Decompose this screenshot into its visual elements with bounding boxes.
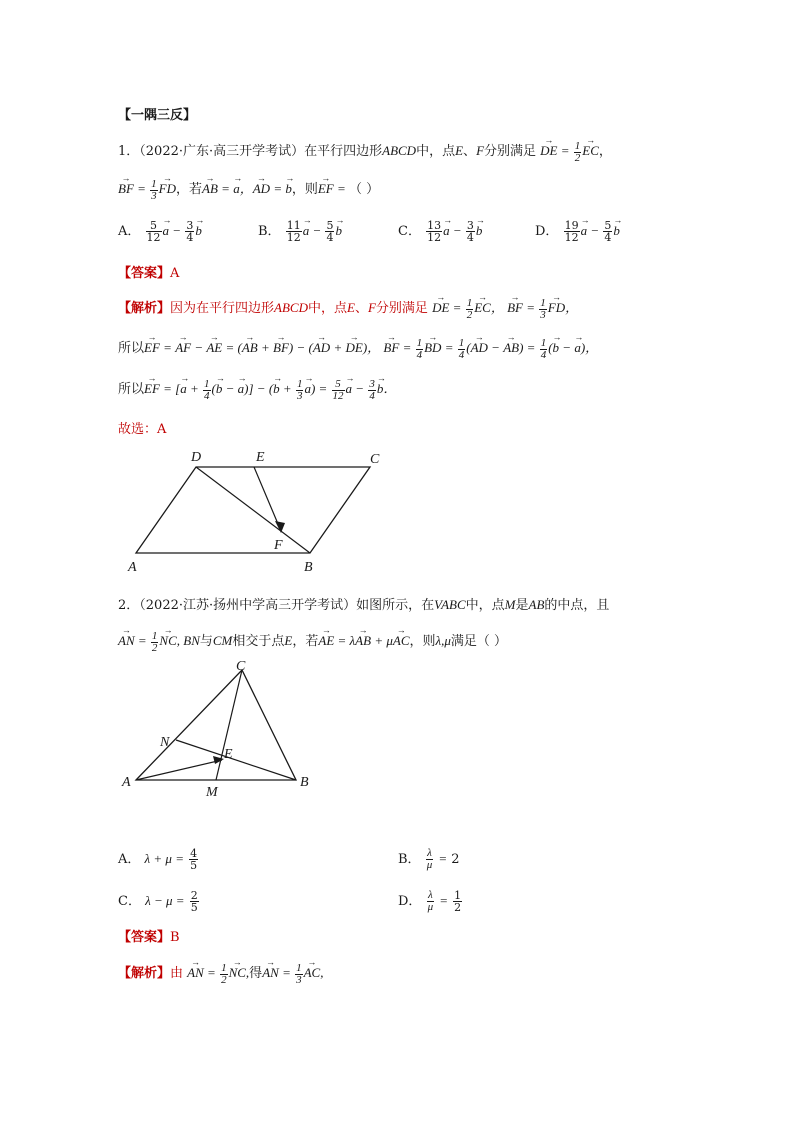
q1-so1: 所以 bbox=[118, 341, 145, 356]
q2-label-a: A bbox=[122, 775, 131, 790]
q2-analysis-intro: 由 bbox=[170, 966, 184, 981]
q1-option-b-label: B． bbox=[258, 224, 281, 239]
q2-lambda-mu: λ,μ bbox=[435, 633, 451, 648]
q1-option-a-label: A． bbox=[118, 224, 141, 239]
q2-line2-if: ，若 bbox=[292, 634, 319, 649]
q2-opt-d-num: 1 bbox=[454, 889, 462, 902]
q2-option-c-expr: λ − μ = bbox=[145, 893, 185, 908]
q1-option-c[interactable]: C． $\frac{13}{12}$ → a − $\frac{3}{4}$ → b bbox=[398, 220, 482, 243]
q1-stem-line2: → BF = $\frac{1}{3}$ → FD，若→ AB = → a，→ AD = → b，则→ EF = （ ） bbox=[118, 178, 379, 202]
q1-stem-text: 1．（2022·广东·高三开学考试）在平行四边形 bbox=[118, 144, 383, 159]
q1-analysis-sep: 、 bbox=[354, 301, 368, 316]
q2-option-a-expr: λ + μ = bbox=[144, 851, 184, 866]
q2-label-b: B bbox=[300, 775, 309, 790]
q1-stem-text-b: 中，点 bbox=[416, 144, 456, 159]
q1-label-c: C bbox=[370, 452, 380, 467]
q2-opt-c-den: 5 bbox=[190, 901, 198, 914]
q1-label-f: F bbox=[274, 538, 283, 553]
q1-opt-c-den1: 12 bbox=[427, 231, 442, 244]
q2-answer-value: B bbox=[170, 930, 180, 945]
q1-option-d-label: D． bbox=[535, 224, 559, 239]
q2-answer-label: 【答案】 bbox=[118, 930, 171, 945]
q1-opt-b-num2: 5 bbox=[326, 219, 334, 232]
q1-label-e: E bbox=[256, 450, 265, 465]
q1-analysis-line2: 所以→ EF = → AF − → AE = (→ AB + → BF) − (→ AD + → DE)， → BF = $\frac{1}{4}$ → BD = $\frac{1}{4}$ (→ AD − → AB) = $\frac{1}{4}$ (→ b − → a)， bbox=[118, 337, 598, 361]
q2-stem-text: 2．（2022·江苏·扬州中学高三开学考试）如图所示，在 bbox=[118, 598, 435, 613]
q2-option-b[interactable]: B． $\frac{\lambda}{\mu}$ = 2 bbox=[398, 847, 460, 871]
q2-analysis-label: 【解析】 bbox=[118, 966, 171, 981]
q2-satisfy: 满足（ ） bbox=[450, 634, 508, 649]
q1-opt-d-num1: 19 bbox=[564, 219, 579, 232]
q1-stem-text-c: 、 bbox=[463, 144, 477, 159]
q2-analysis-get: 得 bbox=[249, 966, 263, 981]
q1-stem-line1: 1．（2022·广东·高三开学考试）在平行四边形ABCD中，点E、F分别满足 → DE = $\frac{1}{2}$ → EC， bbox=[118, 140, 612, 164]
q1-opt-d-den1: 12 bbox=[564, 231, 579, 244]
q1-opt-a-den1: 12 bbox=[146, 231, 161, 244]
q2-option-a[interactable] bbox=[118, 848, 199, 871]
q2-opt-a-den: 5 bbox=[190, 859, 198, 872]
q1-choose: 故选：A bbox=[118, 422, 167, 437]
q2-option-b-label: B． bbox=[398, 852, 421, 867]
q1-parallelogram-figure bbox=[118, 445, 398, 580]
q2-analysis-line1: 【解析】由 → AN = $\frac{1}{2}$ → NC,得→ AN = $\frac{1}{3}$ → AC, bbox=[118, 962, 323, 986]
q2-line2-tail: ，则 bbox=[409, 634, 436, 649]
q2-option-c-label: C． bbox=[118, 894, 141, 909]
q1-option-c-label: C． bbox=[398, 224, 421, 239]
q2-option-d-label: D． bbox=[398, 894, 422, 909]
q2-label-c: C bbox=[236, 660, 246, 674]
q2-triangle: VABC bbox=[434, 597, 466, 612]
q1-bracket: （ ） bbox=[349, 182, 380, 197]
q2-stem-line2: → AN = $\frac{1}{2}$ → NC, BN与CM相交于点E，若→ AE = λ→ AB + μ→ AC，则λ,μ满足（ ） bbox=[118, 630, 507, 654]
q1-analysis-label: 【解析】 bbox=[118, 301, 171, 316]
q2-segment-ab: AB bbox=[528, 597, 545, 612]
q1-option-a[interactable]: A． $\frac{5}{12}$ → a − $\frac{3}{4}$ → b bbox=[118, 220, 202, 243]
q2-stem-text-d: 的中点，且 bbox=[544, 598, 610, 613]
q2-option-b-value: 2 bbox=[451, 852, 460, 867]
q2-label-e: E bbox=[224, 747, 233, 762]
q1-opt-b-den1: 12 bbox=[286, 231, 301, 244]
q1-stem-text-d: 分别满足 bbox=[484, 144, 537, 159]
q1-line2-tail: ，则 bbox=[291, 182, 318, 197]
q2-triangle-outline bbox=[136, 670, 296, 780]
q1-analysis-f: F bbox=[367, 300, 376, 315]
q2-arrowhead-e bbox=[213, 756, 224, 764]
q2-segment-nb bbox=[176, 740, 296, 780]
q1-analysis-mid: 中，点 bbox=[307, 301, 347, 316]
q1-option-b[interactable]: B． $\frac{11}{12}$ → a − $\frac{5}{4}$ → b bbox=[258, 220, 342, 243]
q1-analysis-mid2: 分别满足 bbox=[375, 301, 428, 316]
q2-answer bbox=[118, 926, 180, 945]
q1-answer-label: 【答案】 bbox=[118, 266, 171, 281]
q1-diagonal-db bbox=[196, 467, 310, 553]
q1-analysis-line1: 【解析】因为在平行四边形ABCD中，点E、F分别满足 → DE = $\frac{1}{2}$ → EC， → BF = $\frac{1}{3}$ → FD， bbox=[118, 297, 578, 321]
q1-analysis-e: E bbox=[347, 300, 355, 315]
q1-analysis-intro: 因为在平行四边形 bbox=[170, 301, 275, 316]
q1-answer bbox=[118, 262, 179, 281]
q2-line2-mid2: 相交于点 bbox=[232, 634, 285, 649]
q1-abcd: ABCD bbox=[382, 143, 417, 158]
q2-opt-d-den: 2 bbox=[454, 901, 462, 914]
q1-so2: 所以 bbox=[118, 382, 145, 397]
q1-analysis-abcd: ABCD bbox=[274, 300, 308, 315]
q1-opt-c-num1: 13 bbox=[427, 219, 442, 232]
q2-option-b-expr: = bbox=[438, 851, 448, 866]
q2-opt-c-num: 2 bbox=[190, 889, 198, 902]
q1-point-e: E bbox=[455, 143, 464, 158]
q1-analysis-line3: 所以→ EF = [→ a + $\frac{1}{4}$ (→ b − → a)] − (→ b + $\frac{1}{3}$ → a) = $\frac{5}{12}$ → a − $\frac{3}{4}$ → b． bbox=[118, 378, 396, 402]
q1-point-f: F bbox=[476, 143, 485, 158]
q2-stem-text-c: 是 bbox=[515, 598, 529, 613]
q1-opt-b-den2: 4 bbox=[326, 231, 334, 244]
q2-stem-text-b: 中，点 bbox=[465, 598, 505, 613]
q2-option-c[interactable] bbox=[118, 890, 200, 913]
q1-opt-a-num1: 5 bbox=[146, 220, 162, 232]
q2-segment-cm bbox=[216, 670, 242, 780]
q1-opt-c-den2: 4 bbox=[466, 231, 474, 244]
q2-label-n: N bbox=[160, 735, 170, 750]
q2-point-m: M bbox=[504, 597, 516, 612]
q2-option-d[interactable]: D． $\frac{\lambda}{\mu}$ = $\frac{1}{2}$ bbox=[398, 889, 462, 914]
q1-opt-a-num2: 3 bbox=[186, 219, 194, 232]
q1-vec-de: → DE = $\frac{1}{2}$ → EC bbox=[540, 143, 599, 158]
q2-option-a-label: A． bbox=[118, 852, 141, 867]
q1-label-a: A bbox=[128, 560, 137, 575]
q1-opt-c-num2: 3 bbox=[466, 219, 474, 232]
q1-opt-d-num2: 5 bbox=[604, 219, 612, 232]
q2-line2-mid: 与 bbox=[199, 634, 213, 649]
q1-opt-d-den2: 4 bbox=[604, 231, 612, 244]
section-title: 【一隅三反】 bbox=[118, 108, 197, 123]
q2-opt-a-num: 4 bbox=[190, 847, 198, 860]
q2-triangle-figure bbox=[118, 660, 328, 800]
q1-option-d[interactable]: D． $\frac{19}{12}$ → a − $\frac{5}{4}$ → b bbox=[535, 220, 620, 243]
q1-label-d: D bbox=[191, 450, 202, 465]
q1-label-b: B bbox=[304, 560, 313, 575]
q2-stem-line1 bbox=[118, 594, 609, 613]
q2-vector-ae bbox=[136, 760, 222, 780]
q2-option-d-expr: = bbox=[439, 893, 449, 908]
q1-opt-b-num1: 11 bbox=[286, 219, 301, 232]
q2-label-m: M bbox=[206, 785, 218, 800]
q1-answer-value: A bbox=[170, 266, 180, 281]
q1-opt-a-den2: 4 bbox=[186, 231, 194, 244]
